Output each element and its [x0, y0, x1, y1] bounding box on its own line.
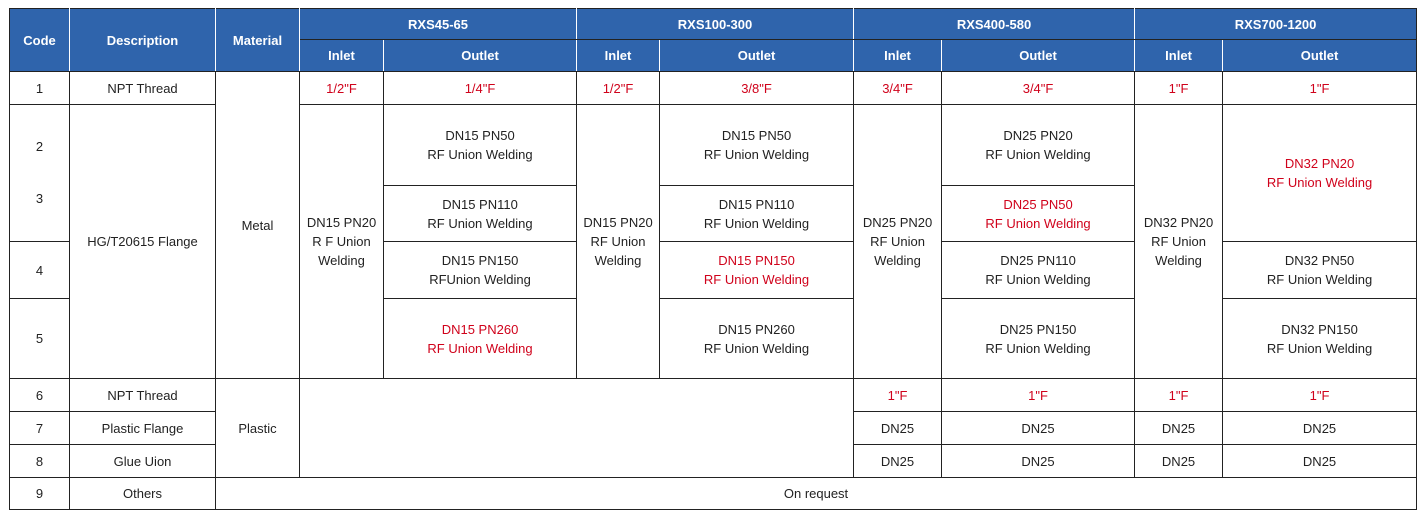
description-cell: NPT Thread	[70, 379, 216, 412]
flange-outlet-cell: DN25 PN150 RF Union Welding	[942, 299, 1135, 379]
plastic-flange-inlet-cell: DN25	[1135, 412, 1223, 445]
material-cell-metal: Metal	[216, 72, 300, 379]
flange-inlet-cell: DN25 PN20 RF Union Welding	[854, 105, 942, 379]
col-header-material: Material	[216, 9, 300, 72]
flange-outlet-cell: DN15 PN260 RF Union Welding	[384, 299, 577, 379]
glue-union-inlet-cell: DN25	[1135, 445, 1223, 478]
description-cell: Others	[70, 478, 216, 510]
inlet-header: Inlet	[1135, 40, 1223, 72]
glue-union-outlet-cell: DN25	[1223, 445, 1417, 478]
material-cell-plastic: Plastic	[216, 379, 300, 478]
flange-outlet-cell: DN15 PN50 RF Union Welding	[660, 105, 854, 186]
outlet-header: Outlet	[1223, 40, 1417, 72]
flange-outlet-cell: DN32 PN50 RF Union Welding	[1223, 242, 1417, 299]
npt-inlet-cell: 1"F	[1135, 379, 1223, 412]
model-header-rxs700-1200: RXS700-1200	[1135, 9, 1417, 40]
npt-outlet-cell: 3/4"F	[942, 72, 1135, 105]
npt-inlet-cell: 1"F	[854, 379, 942, 412]
col-header-code: Code	[10, 9, 70, 72]
flange-outlet-cell: DN32 PN150 RF Union Welding	[1223, 299, 1417, 379]
code-cell: 9	[10, 478, 70, 510]
flange-inlet-cell: DN15 PN20 RF Union Welding	[577, 105, 660, 379]
flange-outlet-cell: DN15 PN110 RF Union Welding	[384, 186, 577, 242]
npt-inlet-cell: 3/4"F	[854, 72, 942, 105]
col-header-description: Description	[70, 9, 216, 72]
flange-outlet-cell: DN25 PN50 RF Union Welding	[942, 186, 1135, 242]
code-value: 3	[35, 191, 44, 206]
npt-inlet-cell: 1"F	[1135, 72, 1223, 105]
table-row	[10, 478, 1417, 510]
inlet-header: Inlet	[854, 40, 942, 72]
flange-outlet-cell: DN15 PN260 RF Union Welding	[660, 299, 854, 379]
code-cell: 4	[10, 242, 70, 299]
flange-inlet-cell: DN32 PN20 RF Union Welding	[1135, 105, 1223, 379]
empty-cell	[300, 379, 854, 478]
code-cell-2-3	[10, 105, 70, 242]
npt-outlet-cell: 1"F	[1223, 379, 1417, 412]
flange-inlet-cell: DN15 PN20 R F Union Welding	[300, 105, 384, 379]
model-header-rxs400-580: RXS400-580	[854, 9, 1135, 40]
description-cell: Glue Uion	[70, 445, 216, 478]
plastic-flange-inlet-cell: DN25	[854, 412, 942, 445]
flange-outlet-cell: DN25 PN110 RF Union Welding	[942, 242, 1135, 299]
flange-outlet-cell: DN15 PN150 RFUnion Welding	[384, 242, 577, 299]
inlet-header: Inlet	[577, 40, 660, 72]
header-row-models	[10, 9, 1417, 40]
npt-outlet-cell: 1"F	[942, 379, 1135, 412]
outlet-header: Outlet	[384, 40, 577, 72]
code-cell: 6	[10, 379, 70, 412]
glue-union-inlet-cell: DN25	[854, 445, 942, 478]
npt-outlet-cell: 1"F	[1223, 72, 1417, 105]
npt-outlet-cell: 3/8"F	[660, 72, 854, 105]
outlet-header: Outlet	[942, 40, 1135, 72]
description-cell: NPT Thread	[70, 72, 216, 105]
inlet-header: Inlet	[300, 40, 384, 72]
on-request-cell: On request	[216, 478, 1417, 510]
model-header-rxs45-65: RXS45-65	[300, 9, 577, 40]
table-row	[10, 72, 1417, 105]
description-cell: HG/T20615 Flange	[70, 105, 216, 379]
plastic-flange-outlet-cell: DN25	[942, 412, 1135, 445]
model-header-rxs100-300: RXS100-300	[577, 9, 854, 40]
code-cell: 7	[10, 412, 70, 445]
code-value: 2	[35, 139, 44, 154]
description-cell: Plastic Flange	[70, 412, 216, 445]
npt-outlet-cell: 1/4"F	[384, 72, 577, 105]
table-row	[10, 379, 1417, 412]
npt-inlet-cell: 1/2"F	[577, 72, 660, 105]
outlet-header: Outlet	[660, 40, 854, 72]
code-cell: 1	[10, 72, 70, 105]
code-cell: 8	[10, 445, 70, 478]
plastic-flange-outlet-cell: DN25	[1223, 412, 1417, 445]
code-cell: 5	[10, 299, 70, 379]
glue-union-outlet-cell: DN25	[942, 445, 1135, 478]
flange-outlet-cell: DN25 PN20 RF Union Welding	[942, 105, 1135, 186]
npt-inlet-cell: 1/2"F	[300, 72, 384, 105]
flange-outlet-cell: DN15 PN50 RF Union Welding	[384, 105, 577, 186]
flange-outlet-cell: DN15 PN110 RF Union Welding	[660, 186, 854, 242]
flange-outlet-cell: DN15 PN150 RF Union Welding	[660, 242, 854, 299]
spec-table	[9, 8, 1417, 510]
flange-outlet-cell: DN32 PN20 RF Union Welding	[1223, 105, 1417, 242]
